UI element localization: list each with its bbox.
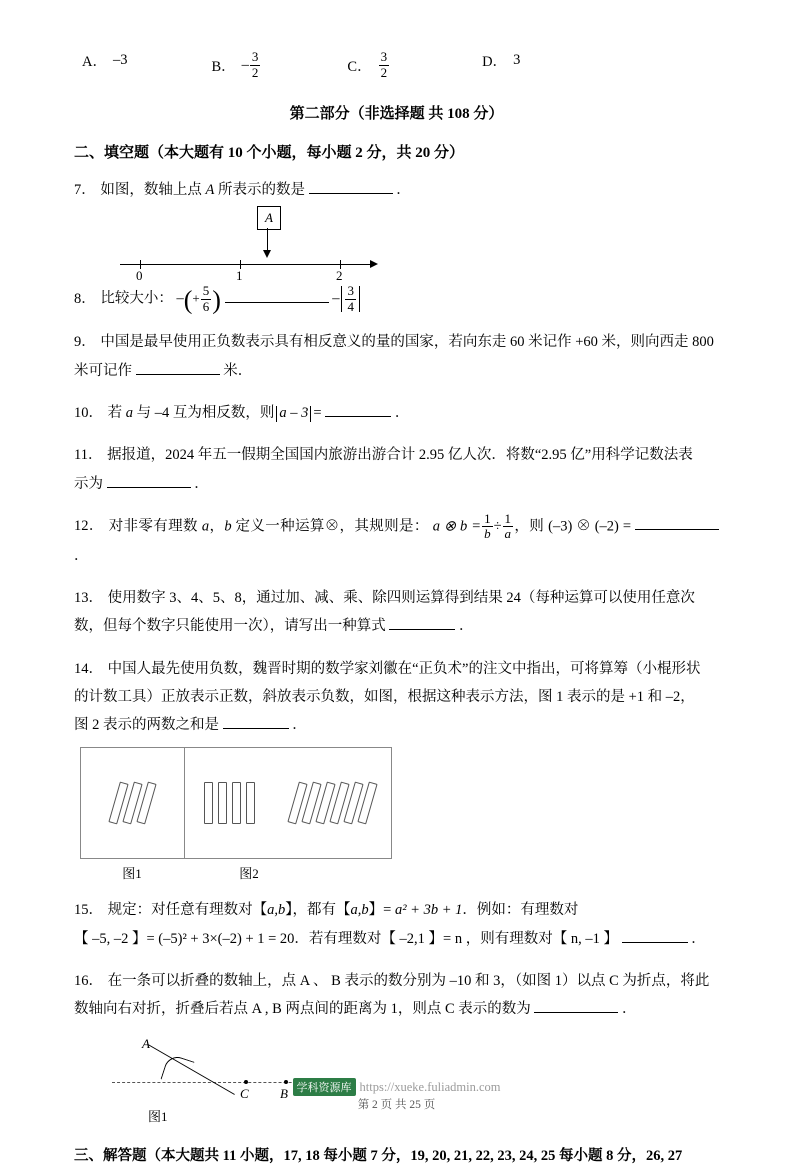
- question-13-tail: ．: [459, 618, 474, 635]
- tally-group-1: [81, 748, 185, 858]
- question-16-index: 16．: [74, 973, 103, 989]
- question-12-rule-den-2: a: [504, 526, 512, 542]
- number-line-figure: [74, 206, 719, 284]
- pointer-arrowhead: [263, 250, 271, 258]
- question-15-line-1a: 规定：对任意有理数对【: [107, 902, 268, 919]
- folding-figure-caption: 图1: [148, 1108, 168, 1124]
- figure-2-caption: 图2: [239, 866, 259, 882]
- question-16-line-2a: 数轴向右对折，折叠后若点 A , B 两点间的距离为 1，则点 C 表示的数为: [74, 1001, 531, 1018]
- question-8-compare-blank: [225, 302, 329, 303]
- question-11-tail: ．: [194, 475, 209, 492]
- tally-sticks-upright-4: [201, 782, 257, 824]
- question-7-text-a: 如图，数轴上点: [100, 182, 202, 199]
- question-14-tail: ．: [292, 717, 307, 734]
- label-point-c: C: [240, 1085, 249, 1101]
- question-12-text-c: ，则: [514, 518, 545, 535]
- question-12-rule-num-2: 1: [504, 510, 512, 526]
- question-13-line-2a: 数，但每个数字只能使用一次），请写出一种算式: [74, 618, 386, 635]
- question-12-comma: ，: [209, 518, 225, 535]
- stick-icon: [246, 782, 255, 824]
- question-12-answer-blank: [635, 529, 719, 530]
- question-15-line-2: 【 –5, –2 】= (–5)² + 3×(–2) + 1 = 20．若有理数对【 –2,1 】= n ，则有理数对【 n, –1 】: [74, 930, 618, 947]
- question-8-right-sign: –: [332, 290, 340, 307]
- question-11-line-1: 据报道，2024 年五一假期全国国内旅游出游合计 2.95 亿人次．将数“2.95 亿”用科学记数法表: [107, 447, 693, 464]
- question-15-tail: ．: [691, 930, 706, 947]
- question-11-answer-blank: [107, 487, 191, 488]
- question-12-rule-divide: ÷: [493, 518, 502, 535]
- question-10-tail: ．: [394, 404, 410, 421]
- question-11: [74, 441, 719, 498]
- question-15-index: 15．: [74, 902, 103, 919]
- q6-choice-b: [211, 50, 261, 80]
- question-15-pair-1: a,b: [267, 902, 286, 919]
- tally-sticks-figure: [80, 747, 392, 859]
- point-a-box: A: [257, 206, 281, 230]
- question-16-answer-blank: [534, 1012, 618, 1013]
- question-14-line-3a: 图 2 表示的两数之和是: [74, 717, 219, 734]
- question-11-index: 11．: [74, 447, 103, 464]
- question-7-text-b: 所表示的数是: [217, 182, 305, 199]
- part-title: 第二部分（非选择题 共 108 分）: [289, 106, 504, 123]
- tally-figure-captions: [80, 863, 719, 882]
- question-15: [74, 896, 719, 953]
- tick-label-2: 2: [336, 268, 343, 284]
- axis-arrowhead: [370, 260, 378, 268]
- question-8-text: 比较大小：: [100, 290, 173, 307]
- label-point-b: B: [280, 1085, 288, 1101]
- question-8-left-denominator: 6: [202, 298, 210, 314]
- question-8-right-denominator: 4: [347, 298, 354, 314]
- question-13-line-1: 使用数字 3、4、5、8，通过加、减、乘、除四则运算得到结果 24（每种运算可以使用任意次: [107, 590, 695, 607]
- q6-choice-b-value: [242, 50, 262, 80]
- question-14-answer-blank: [223, 728, 289, 729]
- q6-choice-d-label: D．: [482, 54, 508, 70]
- question-7-tail: ．: [396, 182, 411, 199]
- question-9-line-1: 中国是最早使用正负数表示具有相反意义的量的国家，若向东走 60 米记作 +60 米，则向西走 800: [100, 334, 714, 351]
- tick-label-1: 1: [236, 268, 243, 284]
- q6-choice-a-value: –3: [112, 52, 128, 68]
- q6-choice-c-label: C．: [347, 58, 372, 75]
- question-12-text-a: 对非零有理数: [108, 518, 198, 535]
- question-15-pair-2: a,b: [350, 902, 369, 919]
- question-12-tail: ．: [74, 547, 89, 564]
- question-14-index: 14．: [74, 660, 103, 677]
- question-10-index: 10．: [74, 404, 103, 421]
- question-12-apply: (–3) ⊗ (–2) =: [548, 518, 632, 535]
- question-12-rule-num-1: 1: [484, 510, 491, 526]
- q6-choice-a-label: A．: [82, 54, 107, 70]
- question-14-line-1: 中国人最先使用负数，魏晋时期的数学家刘徽在“正负术”的注文中指出，可将算筹（小棍形状: [107, 660, 701, 677]
- question-15-line-1f: ．例如：有理数对: [462, 902, 579, 919]
- question-10-abs-expression: a – 3: [279, 404, 309, 421]
- question-9-line-2b: 米．: [223, 362, 253, 379]
- q6-choice-b-denominator: 2: [251, 64, 259, 80]
- question-9-index: 9．: [74, 334, 96, 351]
- question-7-answer-blank: [309, 193, 393, 194]
- tally-sticks-slanted-2: [111, 782, 153, 824]
- page-footer: 第 2 页 共 25 页: [357, 1099, 436, 1111]
- question-14: [74, 655, 719, 740]
- question-10-variable: a: [125, 404, 133, 421]
- q6-choice-d-value: 3: [513, 52, 521, 68]
- question-12: [74, 512, 719, 570]
- question-9: [74, 328, 719, 385]
- question-12-rule-den-1: b: [484, 526, 491, 542]
- question-7-variable: A: [205, 182, 215, 199]
- stick-icon: [218, 782, 227, 824]
- question-10-text-a: 若: [107, 404, 123, 421]
- figure-1-caption: 图1: [122, 866, 142, 882]
- question-7: [74, 176, 719, 204]
- question-16-line-1: 在一条可以折叠的数轴上，点 A 、 B 表示的数分别为 –10 和 3，（如图 1）以点 C 为折点，将此: [107, 973, 710, 989]
- q6-choice-b-numerator: 3: [251, 49, 259, 64]
- question-15-line-1e: 】=: [368, 902, 392, 919]
- q6-choice-row: [74, 50, 719, 80]
- question-12-text-b: 定义一种运算⊗，其规则是：: [235, 518, 429, 535]
- watermark-url: https://xueke.fuliadmin.com: [359, 1079, 501, 1094]
- question-8-right-numerator: 3: [347, 283, 354, 299]
- section-2-heading: 二、填空题（本大题有 10 个小题，每小题 2 分，共 20 分）: [74, 145, 465, 162]
- question-7-index: 7．: [74, 182, 96, 199]
- q6-choice-a: [82, 50, 127, 71]
- question-12-index: 12．: [74, 518, 104, 535]
- question-15-line-1c: 】，都有【: [285, 902, 351, 919]
- question-8-index: 8．: [74, 290, 96, 307]
- question-9-answer-blank: [136, 374, 220, 375]
- question-8: 8． 比较大小： –(+ $\frac{5}{6}$ ) – $\frac{3}{4}$: [74, 284, 719, 314]
- question-8-left-sign: –: [176, 290, 184, 307]
- section-3-heading: 三、解答题（本大题共 11 小题，17, 18 每小题 7 分，19, 20, 21, 22, 23, 24, 25 每小题 8 分，26, 27: [74, 1147, 683, 1164]
- question-10-equals: =: [313, 404, 322, 421]
- watermark-badge: 学科资源库: [293, 1078, 356, 1096]
- question-12-rule-left: a ⊗ b =: [432, 518, 482, 535]
- question-16: [74, 967, 719, 1024]
- axis-line: [120, 264, 372, 265]
- q6-choice-b-sign: –: [241, 56, 249, 73]
- question-11-line-2: 示为: [74, 475, 103, 492]
- q6-choice-c-value: [379, 50, 390, 80]
- question-10: [74, 399, 719, 427]
- question-12-variable-b: b: [224, 518, 232, 535]
- question-15-answer-blank: [622, 942, 688, 943]
- question-8-left-numerator: 5: [202, 283, 210, 299]
- tally-sticks-slanted-6: [290, 782, 374, 824]
- question-14-line-2: 的计数工具）正放表示正数，斜放表示负数，如图，根据这种表示方法，图 1 表示的是 +1 和 –2，: [74, 688, 695, 705]
- stick-icon: [204, 782, 213, 824]
- question-10-text-b: 与 –4 互为相反数，则: [136, 404, 275, 421]
- q6-choice-b-label: B．: [211, 58, 236, 75]
- watermark: [0, 1078, 793, 1096]
- question-12-variable-a: a: [201, 518, 210, 535]
- question-15-formula: a² + 3b + 1: [394, 902, 463, 919]
- question-13-answer-blank: [389, 629, 455, 630]
- tick-label-0: 0: [136, 268, 143, 284]
- q6-choice-c: [347, 50, 390, 80]
- question-9-line-2a: 米可记作: [74, 362, 132, 379]
- q6-choice-c-denominator: 2: [380, 64, 388, 80]
- label-point-a: A: [142, 1035, 150, 1051]
- q6-choice-c-numerator: 3: [380, 49, 388, 64]
- tally-group-2: [185, 748, 391, 858]
- question-16-tail: ．: [622, 1001, 637, 1018]
- question-10-answer-blank: [325, 416, 391, 417]
- question-13: [74, 584, 719, 641]
- question-13-index: 13．: [74, 590, 103, 607]
- q6-choice-d: [482, 50, 520, 71]
- stick-icon: [232, 782, 241, 824]
